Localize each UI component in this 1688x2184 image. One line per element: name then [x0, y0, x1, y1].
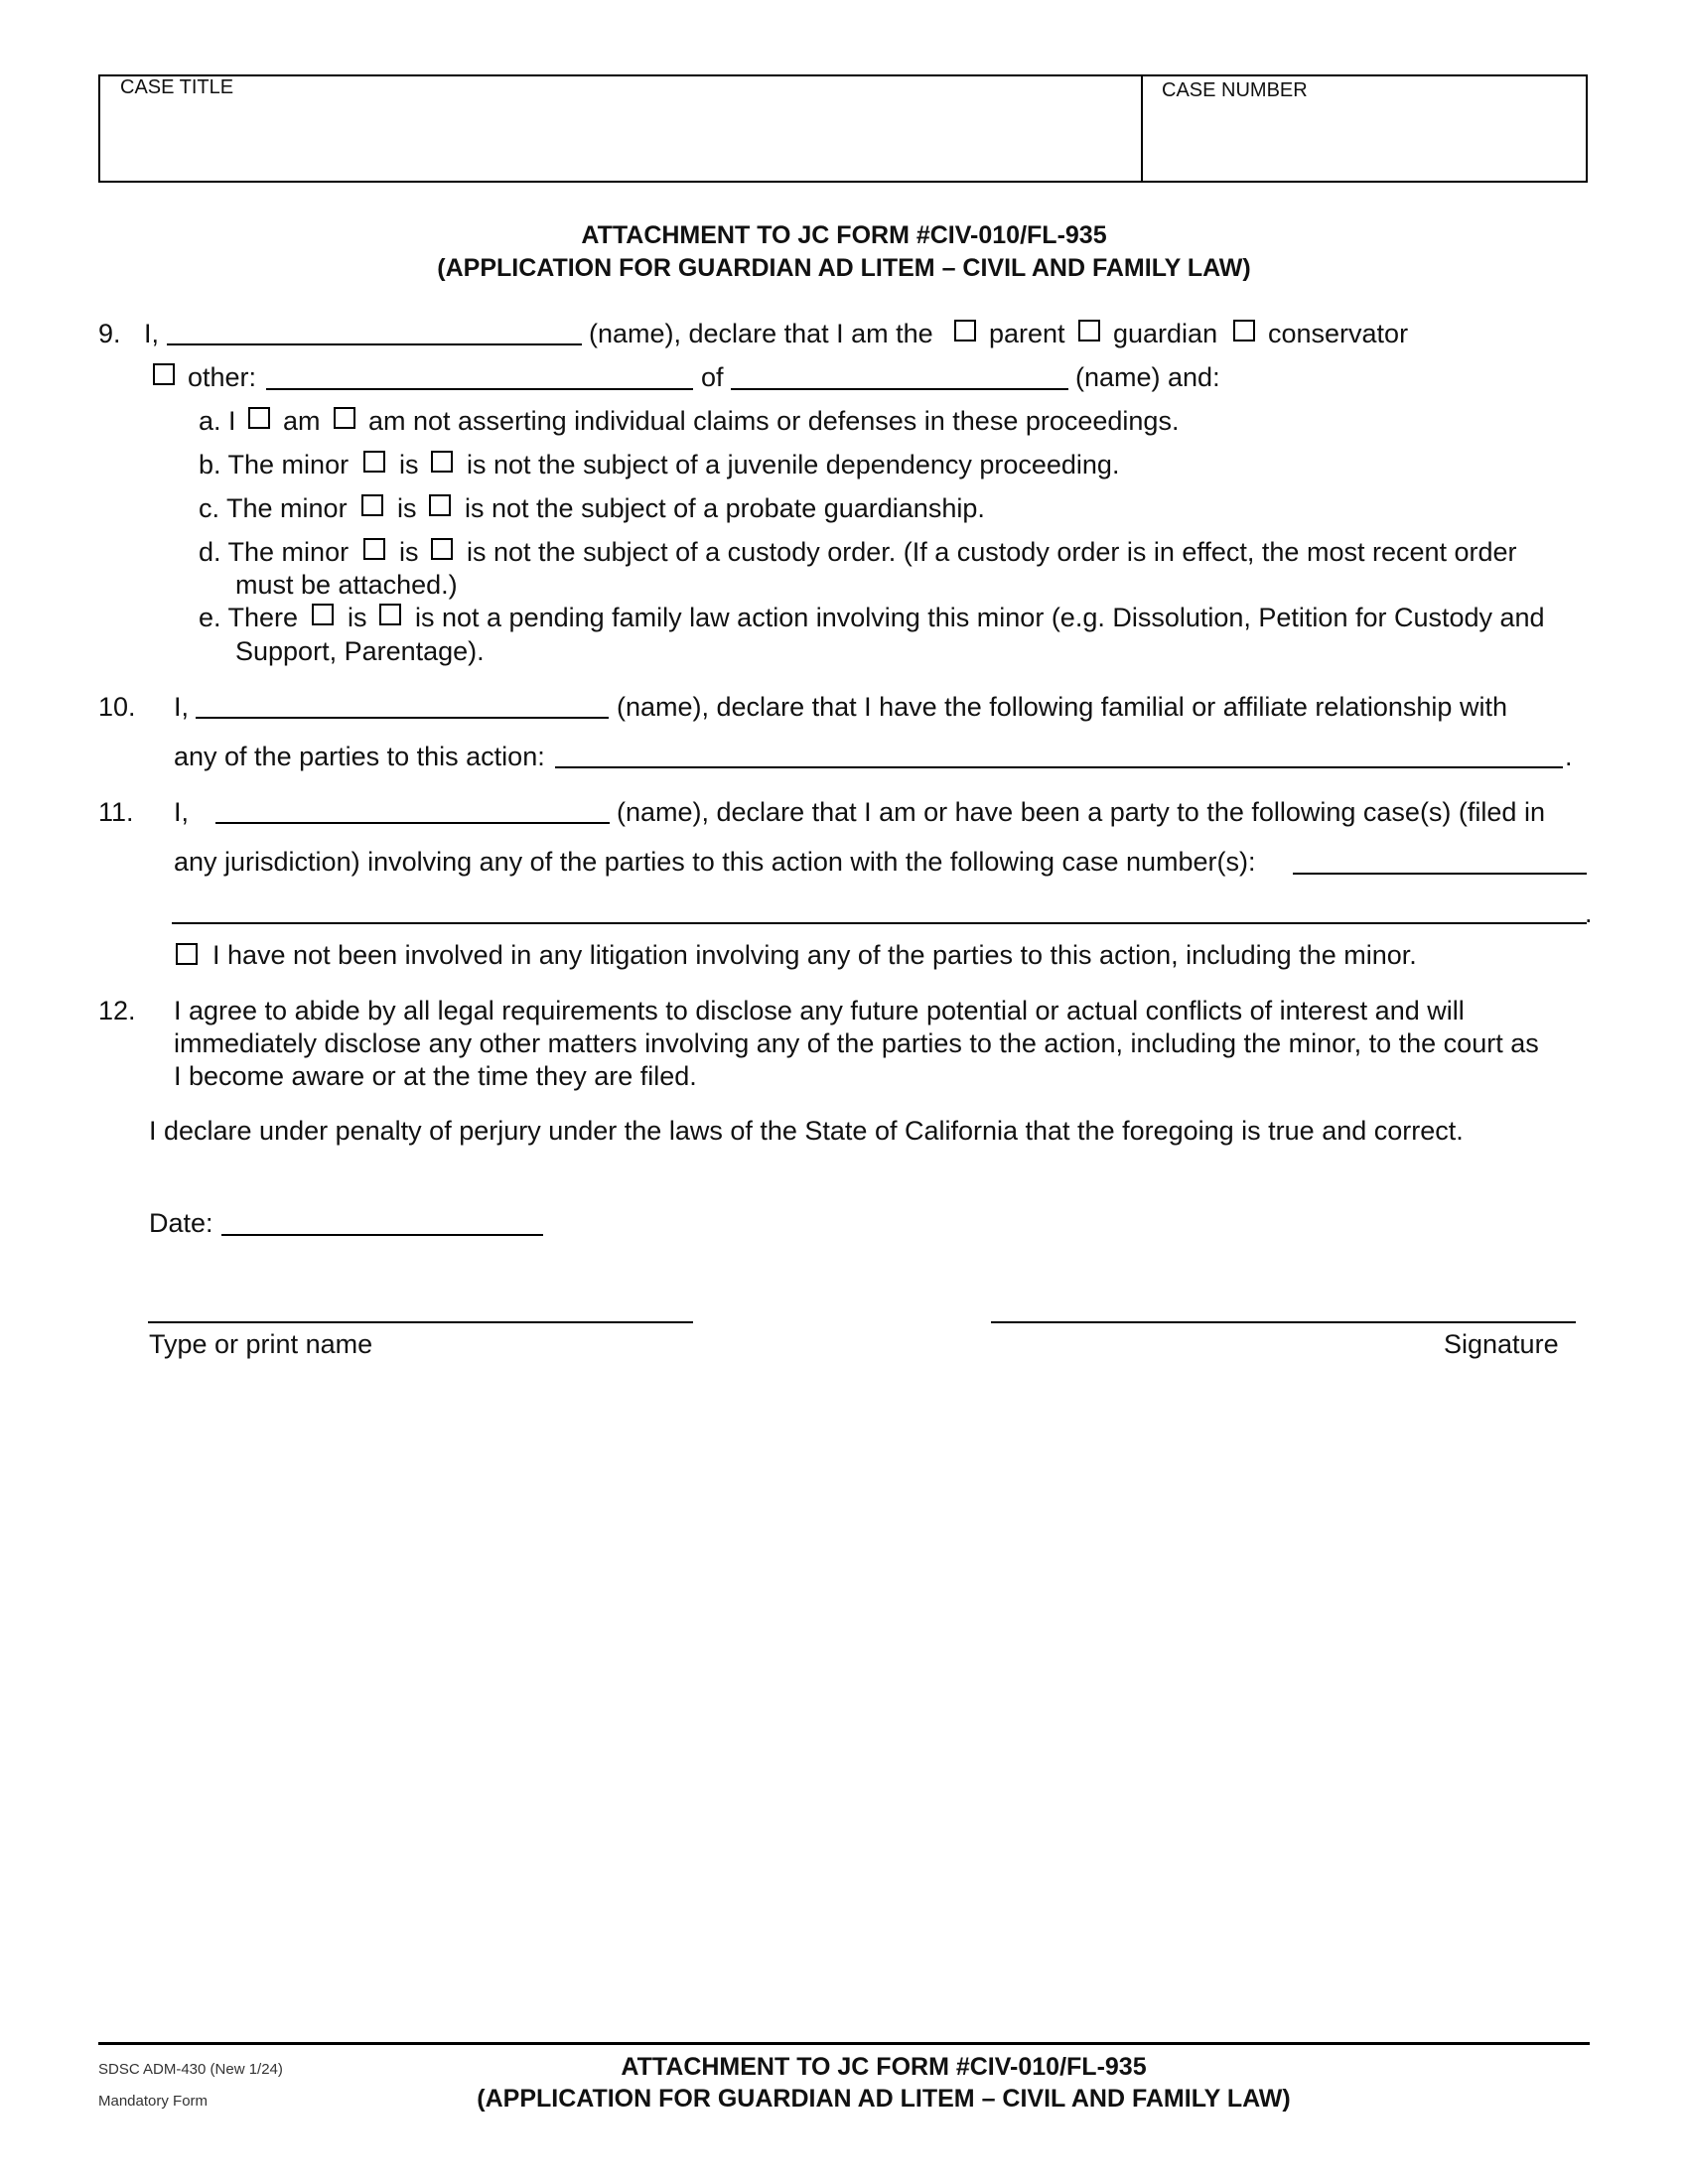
- form-title-line2: (APPLICATION FOR GUARDIAN AD LITEM – CIVIL AND FAMILY LAW): [437, 254, 1251, 282]
- parent-checkbox[interactable]: [954, 320, 976, 341]
- guardian-label: guardian: [1113, 319, 1218, 348]
- item10-i-label: I,: [174, 692, 190, 722]
- conservator-checkbox[interactable]: [1233, 320, 1255, 341]
- footer-mandatory-label: Mandatory Form: [98, 2093, 209, 2110]
- other-checkbox[interactable]: [153, 363, 175, 385]
- item9d-prefix: d. The minor: [199, 537, 350, 567]
- item9c-is-label: is: [397, 493, 417, 523]
- item9e-prefix: e. There: [199, 603, 299, 632]
- case-numbers-field[interactable]: [1293, 873, 1587, 875]
- item9d-is-not-checkbox[interactable]: [431, 538, 453, 560]
- minor-name-field[interactable]: [731, 388, 1068, 390]
- signature-label: Signature: [1444, 1329, 1559, 1359]
- date-field[interactable]: [221, 1234, 543, 1236]
- item9e-is-checkbox[interactable]: [312, 604, 334, 625]
- case-number-field[interactable]: [1142, 107, 1586, 180]
- item9c-prefix: c. The minor: [199, 493, 348, 523]
- item9a-text: am not asserting individual claims or defenses in these proceedings.: [368, 406, 1180, 436]
- item9e-is-not-checkbox[interactable]: [379, 604, 401, 625]
- item9a-am-checkbox[interactable]: [248, 407, 270, 429]
- print-name-field[interactable]: [148, 1321, 693, 1323]
- item10-text2: any of the parties to this action:: [174, 742, 545, 771]
- item9c-is-not-checkbox[interactable]: [429, 494, 451, 516]
- item11-period: .: [1585, 898, 1593, 928]
- other-relationship-field[interactable]: [266, 388, 693, 390]
- case-numbers-field-continued[interactable]: [172, 922, 1587, 924]
- item12-line1: I agree to abide by all legal requirements to disclose any future potential or actual conflicts of interest and will: [174, 996, 1465, 1025]
- item9b-is-label: is: [399, 450, 419, 479]
- item9e-is-label: is: [348, 603, 367, 632]
- item11-text1: (name), declare that I am or have been a party to the following case(s) (filed in: [617, 797, 1545, 827]
- item10-text1: (name), declare that I have the following familial or affiliate relationship with: [617, 692, 1507, 722]
- item9-name-label: (name), declare that I am the: [589, 319, 933, 348]
- parent-label: parent: [989, 319, 1065, 348]
- of-label: of: [701, 362, 724, 392]
- print-name-label: Type or print name: [149, 1329, 373, 1359]
- item11-number: 11.: [98, 797, 134, 827]
- item9a-am-not-checkbox[interactable]: [334, 407, 355, 429]
- case-title-label: CASE TITLE: [120, 76, 234, 98]
- conservator-label: conservator: [1268, 319, 1409, 348]
- item9a-am-label: am: [283, 406, 321, 436]
- item11-name-field[interactable]: [215, 822, 610, 824]
- footer-title-line2: (APPLICATION FOR GUARDIAN AD LITEM – CIVIL AND FAMILY LAW): [477, 2085, 1291, 2113]
- signature-field[interactable]: [991, 1321, 1576, 1323]
- item12-number: 12.: [98, 996, 136, 1025]
- item9c-is-checkbox[interactable]: [361, 494, 383, 516]
- form-title-line1: ATTACHMENT TO JC FORM #CIV-010/FL-935: [581, 221, 1107, 249]
- item9b-prefix: b. The minor: [199, 450, 350, 479]
- footer-rule: [98, 2042, 1590, 2045]
- item9d-continuation: must be attached.): [235, 570, 458, 600]
- item10-name-field[interactable]: [196, 717, 609, 719]
- item12-line2: immediately disclose any other matters involving any of the parties to the action, including the minor, to the court as: [174, 1028, 1539, 1058]
- item9-i-label: I,: [144, 319, 160, 348]
- footer-title-line1: ATTACHMENT TO JC FORM #CIV-010/FL-935: [621, 2053, 1147, 2081]
- case-number-label: CASE NUMBER: [1162, 79, 1308, 101]
- name-and-label: (name) and:: [1075, 362, 1220, 392]
- item9d-is-checkbox[interactable]: [363, 538, 385, 560]
- item9d-is-label: is: [399, 537, 419, 567]
- item9b-is-not-checkbox[interactable]: [431, 451, 453, 473]
- item12-line3: I become aware or at the time they are filed.: [174, 1061, 697, 1091]
- item10-period: .: [1565, 742, 1573, 771]
- item11-i-label: I,: [174, 797, 190, 827]
- item9d-text: is not the subject of a custody order. (If a custody order is in effect, the most recent order: [467, 537, 1517, 567]
- item9b-is-checkbox[interactable]: [363, 451, 385, 473]
- perjury-declaration: I declare under penalty of perjury under the laws of the State of California that the foregoing is true and correct.: [149, 1116, 1464, 1146]
- date-label: Date:: [149, 1208, 213, 1238]
- guardian-checkbox[interactable]: [1078, 320, 1100, 341]
- item9-name-field[interactable]: [167, 343, 582, 345]
- no-litigation-label: I have not been involved in any litigation involving any of the parties to this action, including the minor.: [212, 940, 1417, 970]
- item9e-text: is not a pending family law action involving this minor (e.g. Dissolution, Petition for Custody and: [415, 603, 1545, 632]
- item9-number: 9.: [98, 319, 121, 348]
- relationship-field[interactable]: [555, 766, 1563, 768]
- item11-text2: any jurisdiction) involving any of the parties to this action with the following case number(s):: [174, 847, 1256, 877]
- footer-form-id: SDSC ADM-430 (New 1/24): [98, 2061, 283, 2078]
- item9e-continuation: Support, Parentage).: [235, 636, 485, 666]
- item9c-text: is not the subject of a probate guardianship.: [465, 493, 985, 523]
- case-title-field[interactable]: [100, 104, 1139, 180]
- item9b-text: is not the subject of a juvenile dependency proceeding.: [467, 450, 1120, 479]
- other-label: other:: [188, 362, 257, 392]
- no-litigation-checkbox[interactable]: [176, 943, 198, 965]
- item10-number: 10.: [98, 692, 136, 722]
- item9a-prefix: a. I: [199, 406, 236, 436]
